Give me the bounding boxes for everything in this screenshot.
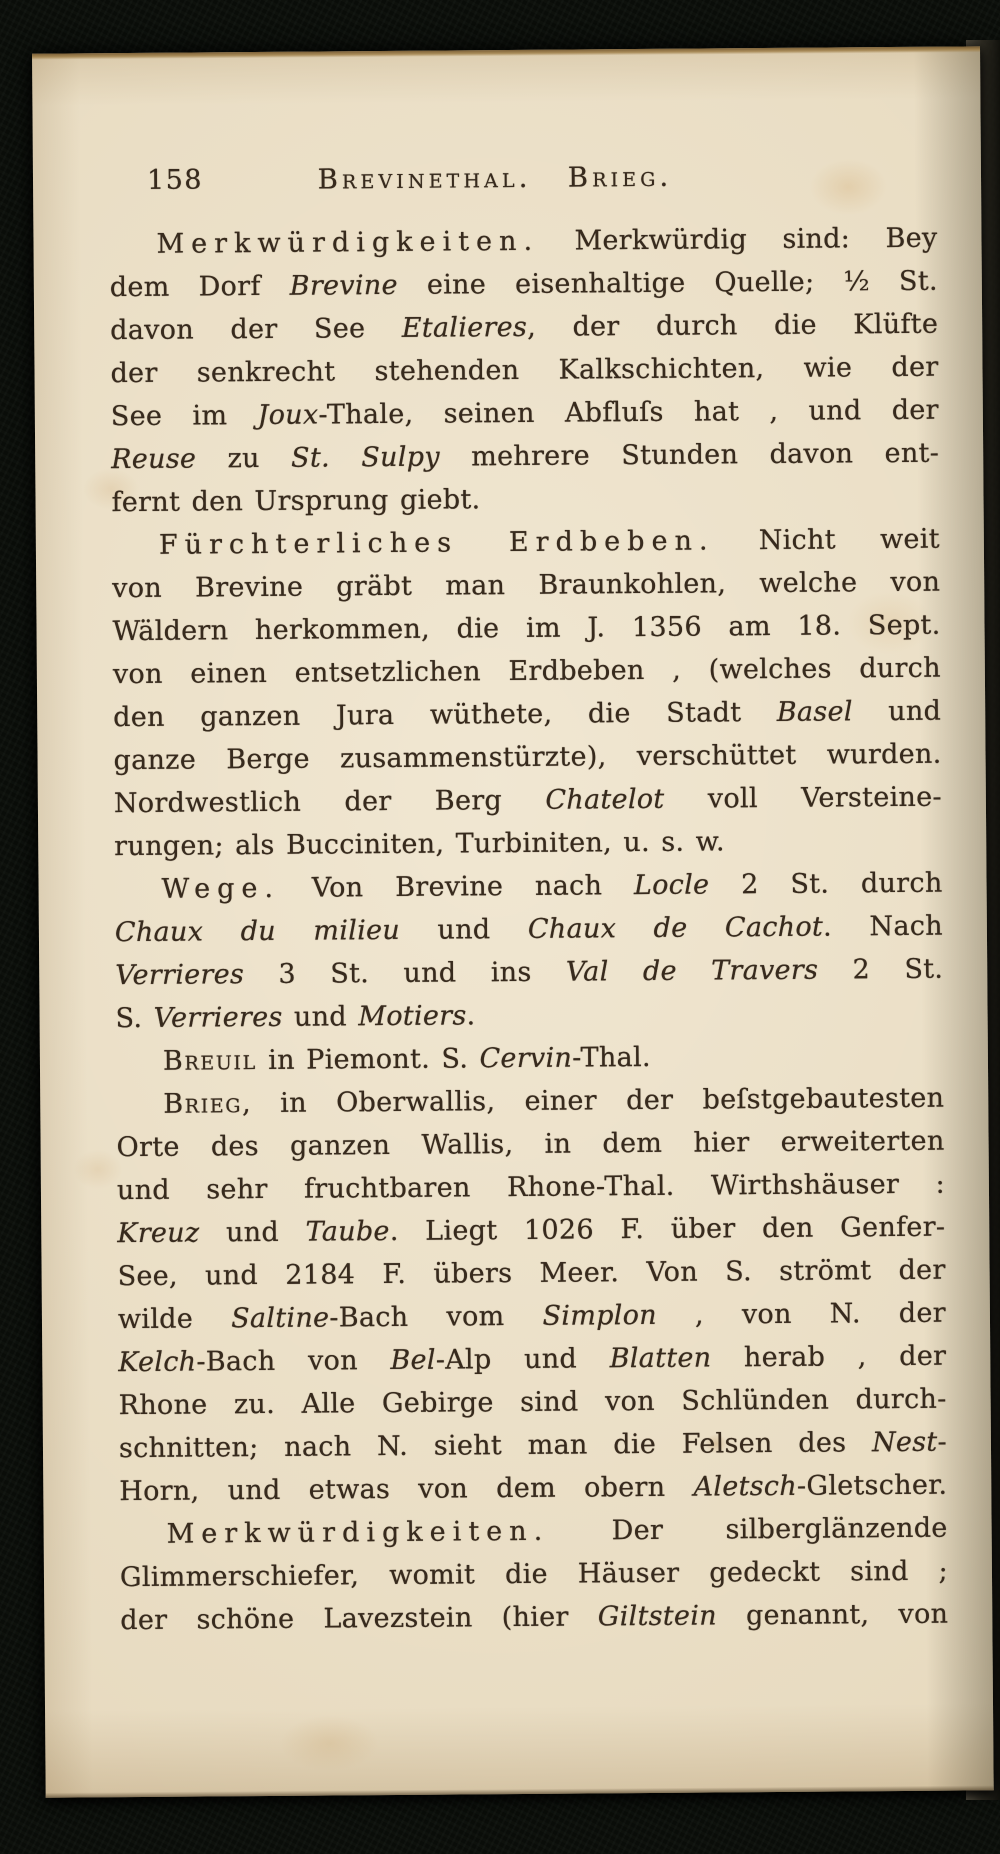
smallcaps-entry-word: Brieg xyxy=(163,1088,243,1120)
text-line xyxy=(110,303,938,353)
text-run: voll Versteine- xyxy=(664,781,943,815)
text-run: Wäldern herkommen, die im J. 1356 am 18. Sept. xyxy=(112,609,941,648)
text-run: Orte des ganzen Wallis, in dem hier erweiterten xyxy=(116,1125,945,1164)
italic-place-name: Brevine xyxy=(289,269,398,302)
text-run: Nordwestlich der Berg xyxy=(113,784,546,820)
text-line xyxy=(111,432,939,482)
text-line xyxy=(118,1292,946,1342)
text-line xyxy=(116,1034,944,1084)
text-run: schnitten; nach N. sieht man die Felsen des xyxy=(118,1427,873,1465)
text-line xyxy=(117,1206,945,1256)
text-line xyxy=(114,776,942,826)
text-run: und xyxy=(199,1216,306,1249)
text-run: den ganzen Jura wüthete, die Stadt xyxy=(113,696,777,734)
text-run: ganze Berge zusammenstürzte), verschüttet wurden. xyxy=(113,738,942,777)
paragraph xyxy=(114,862,943,1040)
italic-place-name: Giltstein xyxy=(597,1600,718,1633)
italic-place-name: Chatelot xyxy=(545,783,665,816)
text-line xyxy=(116,1077,944,1127)
text-line xyxy=(110,260,938,310)
italic-place-name: Val de Travers xyxy=(565,954,819,988)
text-run: , von N. der xyxy=(656,1297,947,1331)
text-run: genannt, von xyxy=(716,1598,949,1632)
text-run: in Piemont. S. xyxy=(256,1043,480,1077)
text-line xyxy=(117,1163,945,1213)
smallcaps-entry-word: Breuil xyxy=(162,1045,257,1077)
text-run: Merkwürdig sind: Bey xyxy=(539,222,938,257)
text-run: Horn, und etwas von dem obern xyxy=(119,1471,694,1508)
text-run: herab , der xyxy=(711,1340,947,1374)
text-run: rungen; als Bucciniten, Turbiniten, u. s. w. xyxy=(114,826,725,863)
italic-place-name: Motiers xyxy=(358,1000,467,1033)
text-line xyxy=(119,1421,947,1471)
text-line xyxy=(114,819,942,869)
spaced-heading: Merkwürdigkeiten. xyxy=(166,1515,550,1550)
text-block xyxy=(32,46,992,1642)
text-line xyxy=(119,1507,947,1557)
text-line xyxy=(115,905,943,955)
text-run: 2 St. durch xyxy=(709,867,943,901)
text-run: und sehr fruchtbaren Rhone-Thal. Wirthshäuser : xyxy=(116,1168,946,1207)
text-run: und xyxy=(852,695,942,728)
text-run: 2 St. xyxy=(818,953,944,986)
spaced-heading: Wege. xyxy=(161,872,281,905)
page-number: 158 xyxy=(146,164,204,196)
text-run: der senkrecht stehenden Kalkschichten, wie der xyxy=(110,351,939,390)
text-run: . xyxy=(466,1000,476,1032)
text-line xyxy=(119,1464,947,1514)
spaced-heading: Fürchterliches Erdbeben. xyxy=(158,525,715,561)
italic-place-name: Verrieres xyxy=(153,1001,283,1034)
text-line xyxy=(113,690,941,740)
text-run: . Liegt 1026 F. über den Genfer- xyxy=(389,1211,946,1247)
italic-place-name: Chaux de Cachot xyxy=(527,911,824,945)
italic-place-name: Verrieres xyxy=(115,959,245,992)
italic-place-name: Bel xyxy=(390,1344,436,1376)
text-line xyxy=(118,1335,946,1385)
text-run: und xyxy=(282,1001,359,1033)
paragraph xyxy=(112,518,943,868)
text-run: See, und 2184 F. übers Meer. Von S. strömt der xyxy=(117,1254,946,1293)
text-run: Nicht weit xyxy=(714,523,940,557)
text-run: -Thal. xyxy=(572,1041,651,1074)
text-line xyxy=(115,991,943,1041)
text-line xyxy=(110,346,938,396)
italic-place-name: Etalieres xyxy=(401,311,528,344)
text-run: -Bach von xyxy=(196,1344,391,1378)
text-line xyxy=(112,561,940,611)
text-run: See im xyxy=(110,400,258,433)
italic-place-name: Locle xyxy=(633,869,710,902)
italic-place-name: Chaux du milieu xyxy=(114,914,401,949)
italic-place-name: Reuse xyxy=(111,443,197,476)
body-text xyxy=(109,217,948,1642)
paragraph xyxy=(116,1034,944,1084)
text-run: Rhone zu. Alle Gebirge sind von Schlünden durch- xyxy=(118,1383,947,1422)
text-run: dem Dorf xyxy=(109,270,290,304)
text-run: -Thale, seinen Abfluſs hat , und der xyxy=(318,394,939,431)
italic-place-name: Kelch xyxy=(118,1346,197,1379)
text-line xyxy=(120,1550,948,1600)
text-run: S. xyxy=(115,1002,154,1035)
text-run: eine eisenhaltige Quelle; ½ St. xyxy=(397,265,938,301)
text-run: , in Oberwallis, einer der beſstgebautesten xyxy=(241,1082,945,1120)
text-run: zu xyxy=(196,442,292,475)
text-run: mehrere Stunden davon ent- xyxy=(439,437,940,473)
text-line xyxy=(117,1249,945,1299)
book-page-paper xyxy=(32,46,994,1797)
italic-place-name: Joux xyxy=(257,399,319,432)
text-line xyxy=(118,1378,946,1428)
paragraph xyxy=(109,217,939,524)
text-line xyxy=(114,862,942,912)
text-line xyxy=(116,1120,944,1170)
italic-place-name: Basel xyxy=(776,696,853,728)
text-run: -Alp und xyxy=(435,1343,610,1376)
text-run: und xyxy=(399,913,529,946)
italic-place-name: Simplon xyxy=(542,1299,658,1332)
text-line xyxy=(113,647,941,697)
text-run: Von Brevine nach xyxy=(279,870,635,904)
text-line xyxy=(115,948,943,998)
text-run: , der durch die Klüfte xyxy=(527,308,939,343)
text-line xyxy=(111,389,939,439)
text-line xyxy=(112,604,940,654)
text-run: Der silberglänzende xyxy=(549,1512,948,1547)
text-run: -Gletscher. xyxy=(796,1469,948,1502)
text-line xyxy=(111,475,939,525)
text-run: Glimmerschiefer, womit die Häuser gedeckt sind ; xyxy=(119,1555,949,1594)
italic-place-name: Nest xyxy=(871,1426,938,1459)
text-line xyxy=(113,733,941,783)
text-run: -Bach vom xyxy=(329,1300,543,1334)
italic-place-name: Aletsch xyxy=(693,1470,798,1503)
text-line xyxy=(120,1593,948,1643)
italic-place-name: Saltine xyxy=(231,1302,330,1335)
paragraph xyxy=(116,1077,947,1513)
italic-place-name: Taube xyxy=(305,1215,390,1248)
text-line xyxy=(112,518,940,568)
text-run: 3 St. und ins xyxy=(244,956,567,991)
spaced-heading: Merkwürdigkeiten. xyxy=(156,225,540,260)
text-run: von Brevine gräbt man Braunkohlen, welche von xyxy=(112,566,941,605)
text-run: - xyxy=(937,1426,948,1458)
italic-place-name: Blatten xyxy=(609,1342,712,1375)
text-run: von einen entsetzlichen Erdbeben , (welches durch xyxy=(112,652,941,691)
text-run: der schöne Lavezstein (hier xyxy=(120,1601,598,1637)
text-run: fernt den Ursprung giebt. xyxy=(111,484,481,519)
italic-place-name: Cervin xyxy=(479,1042,573,1075)
text-run: . Nach xyxy=(822,910,944,943)
text-run: davon der See xyxy=(110,312,402,347)
running-title: Brevinethal. Brieg. xyxy=(317,160,673,196)
italic-place-name: St. Sulpy xyxy=(290,441,440,474)
text-run: wilde xyxy=(117,1303,232,1336)
text-line xyxy=(109,217,937,267)
italic-place-name: Kreuz xyxy=(117,1217,200,1250)
page-header xyxy=(109,159,937,200)
paragraph xyxy=(119,1507,948,1642)
